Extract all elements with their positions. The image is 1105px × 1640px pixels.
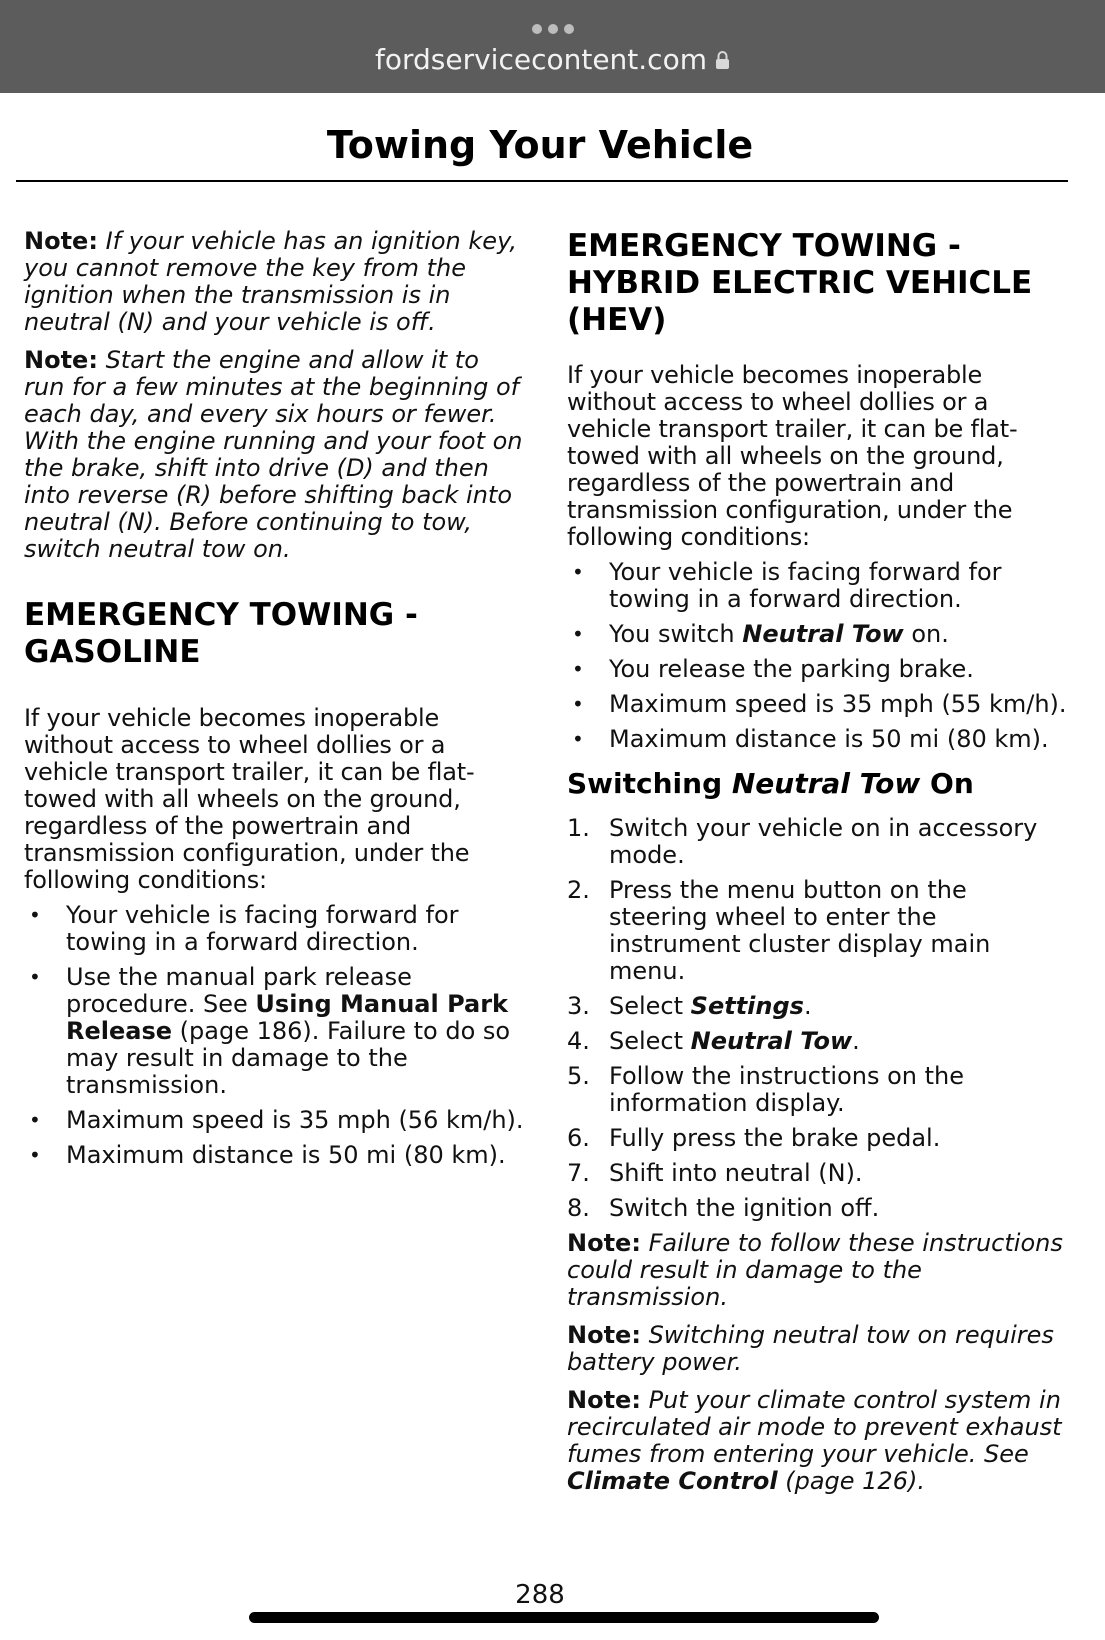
heading-hev: EMERGENCY TOWING - HYBRID ELECTRIC VEHICLE (HEV) xyxy=(567,228,1033,338)
list-item: • Your vehicle is facing forward for towing in a forward direction. xyxy=(29,901,459,956)
step-item: 2. Press the menu button on the steering wheel to enter the instrument cluster display main menu. xyxy=(567,876,991,985)
note-label: Note: xyxy=(24,227,98,255)
list-item: • Your vehicle is facing forward for towing in a forward direction. xyxy=(572,558,1002,613)
list-item: • Maximum speed is 35 mph (55 km/h). xyxy=(572,690,1067,718)
hev-conditions-list xyxy=(567,559,1067,753)
list-item: • Maximum distance is 50 mi (80 km). xyxy=(572,725,1049,753)
subheading-switching-neutral-tow: Switching Neutral Tow On xyxy=(567,767,974,800)
gasoline-conditions-list xyxy=(24,902,524,1169)
note-text: Failure to follow these instructions could result in damage to the transmission. xyxy=(567,1229,1063,1311)
note-text: If your vehicle has an ignition key, you cannot remove the key from the ignition when the transmission is in neutral (N) and your vehicle is off. xyxy=(24,227,518,336)
climate-control-link[interactable]: Climate Control xyxy=(567,1467,778,1495)
bullet-icon: • xyxy=(572,560,584,584)
bullet-icon: • xyxy=(572,692,584,716)
page-number: 288 xyxy=(515,1580,565,1610)
list-item: • Maximum speed is 35 mph (56 km/h). xyxy=(29,1106,524,1134)
note-text: Start the engine and allow it to run for a few minutes at the beginning of each day, and every six hours or fewer. With the engine running and your foot on the brake, shift into drive (D) and then into reverse (R) before shifting back into neutral (N). Before continuing to tow, switch neutral tow on. xyxy=(24,346,523,563)
note-label: Note: xyxy=(567,1386,641,1414)
heading-gasoline: EMERGENCY TOWING - GASOLINE xyxy=(24,597,418,670)
left-column xyxy=(24,228,524,1177)
note-label: Note: xyxy=(567,1321,641,1349)
page-title: Towing Your Vehicle xyxy=(326,123,754,167)
bullet-icon: • xyxy=(572,657,584,681)
note-ignition-key xyxy=(24,228,524,336)
list-item: • You switch Neutral Tow on. xyxy=(572,620,949,648)
home-indicator[interactable] xyxy=(249,1612,879,1623)
step-item: 7. Shift into neutral (N). xyxy=(567,1159,863,1187)
step-item: 8. Switch the ignition off. xyxy=(567,1194,880,1222)
hev-intro: If your vehicle becomes inoperable without access to wheel dollies or a vehicle transport trailer, it can be flat-towed with all wheels on the ground, regardless of the powertrain and transmission configuration, under the following conditions: xyxy=(567,361,1018,551)
right-column xyxy=(567,228,1067,1506)
address-bar[interactable] xyxy=(0,42,1105,78)
bullet-icon: • xyxy=(29,1143,41,1167)
list-item: • Maximum distance is 50 mi (80 km). xyxy=(29,1141,506,1169)
bullet-icon: • xyxy=(572,622,584,646)
lock-icon xyxy=(715,50,730,70)
manual-park-release-link[interactable]: Using Manual Park Release xyxy=(66,990,509,1045)
browser-bar xyxy=(0,0,1105,93)
more-options-icon[interactable] xyxy=(0,19,1105,38)
bullet-icon: • xyxy=(29,965,41,989)
step-item: 6. Fully press the brake pedal. xyxy=(567,1124,941,1152)
note-text: Switching neutral tow on requires battery power. xyxy=(567,1321,1054,1376)
url-text: fordservicecontent.com xyxy=(375,43,707,76)
neutral-tow-steps xyxy=(567,815,1067,1222)
note-battery-power xyxy=(567,1322,1067,1376)
title-divider xyxy=(16,180,1068,182)
step-item: 5. Follow the instructions on the information display. xyxy=(567,1062,965,1117)
list-item: • You release the parking brake. xyxy=(572,655,974,683)
note-climate-control: Note: Put your climate control system in recirculated air mode to prevent exhaust fumes from entering your vehicle. See Climate Control (page 126). xyxy=(567,1386,1062,1495)
step-item: 3. Select Settings. xyxy=(567,992,812,1020)
step-item: 4. Select Neutral Tow. xyxy=(567,1027,860,1055)
gasoline-intro: If your vehicle becomes inoperable without access to wheel dollies or a vehicle transport trailer, it can be flat-towed with all wheels on the ground, regardless of the powertrain and transmission configuration, under the following conditions: xyxy=(24,704,475,894)
note-failure xyxy=(567,1230,1067,1311)
list-item: • Use the manual park release procedure. See Using Manual Park Release (page 186). Failure to do so may result in damage to the transmission. xyxy=(29,963,511,1099)
note-start-engine xyxy=(24,347,524,563)
note-label: Note: xyxy=(567,1229,641,1257)
bullet-icon: • xyxy=(572,727,584,751)
step-item: 1. Switch your vehicle on in accessory mode. xyxy=(567,814,1038,869)
note-label: Note: xyxy=(24,346,98,374)
bullet-icon: • xyxy=(29,1108,41,1132)
bullet-icon: • xyxy=(29,903,41,927)
